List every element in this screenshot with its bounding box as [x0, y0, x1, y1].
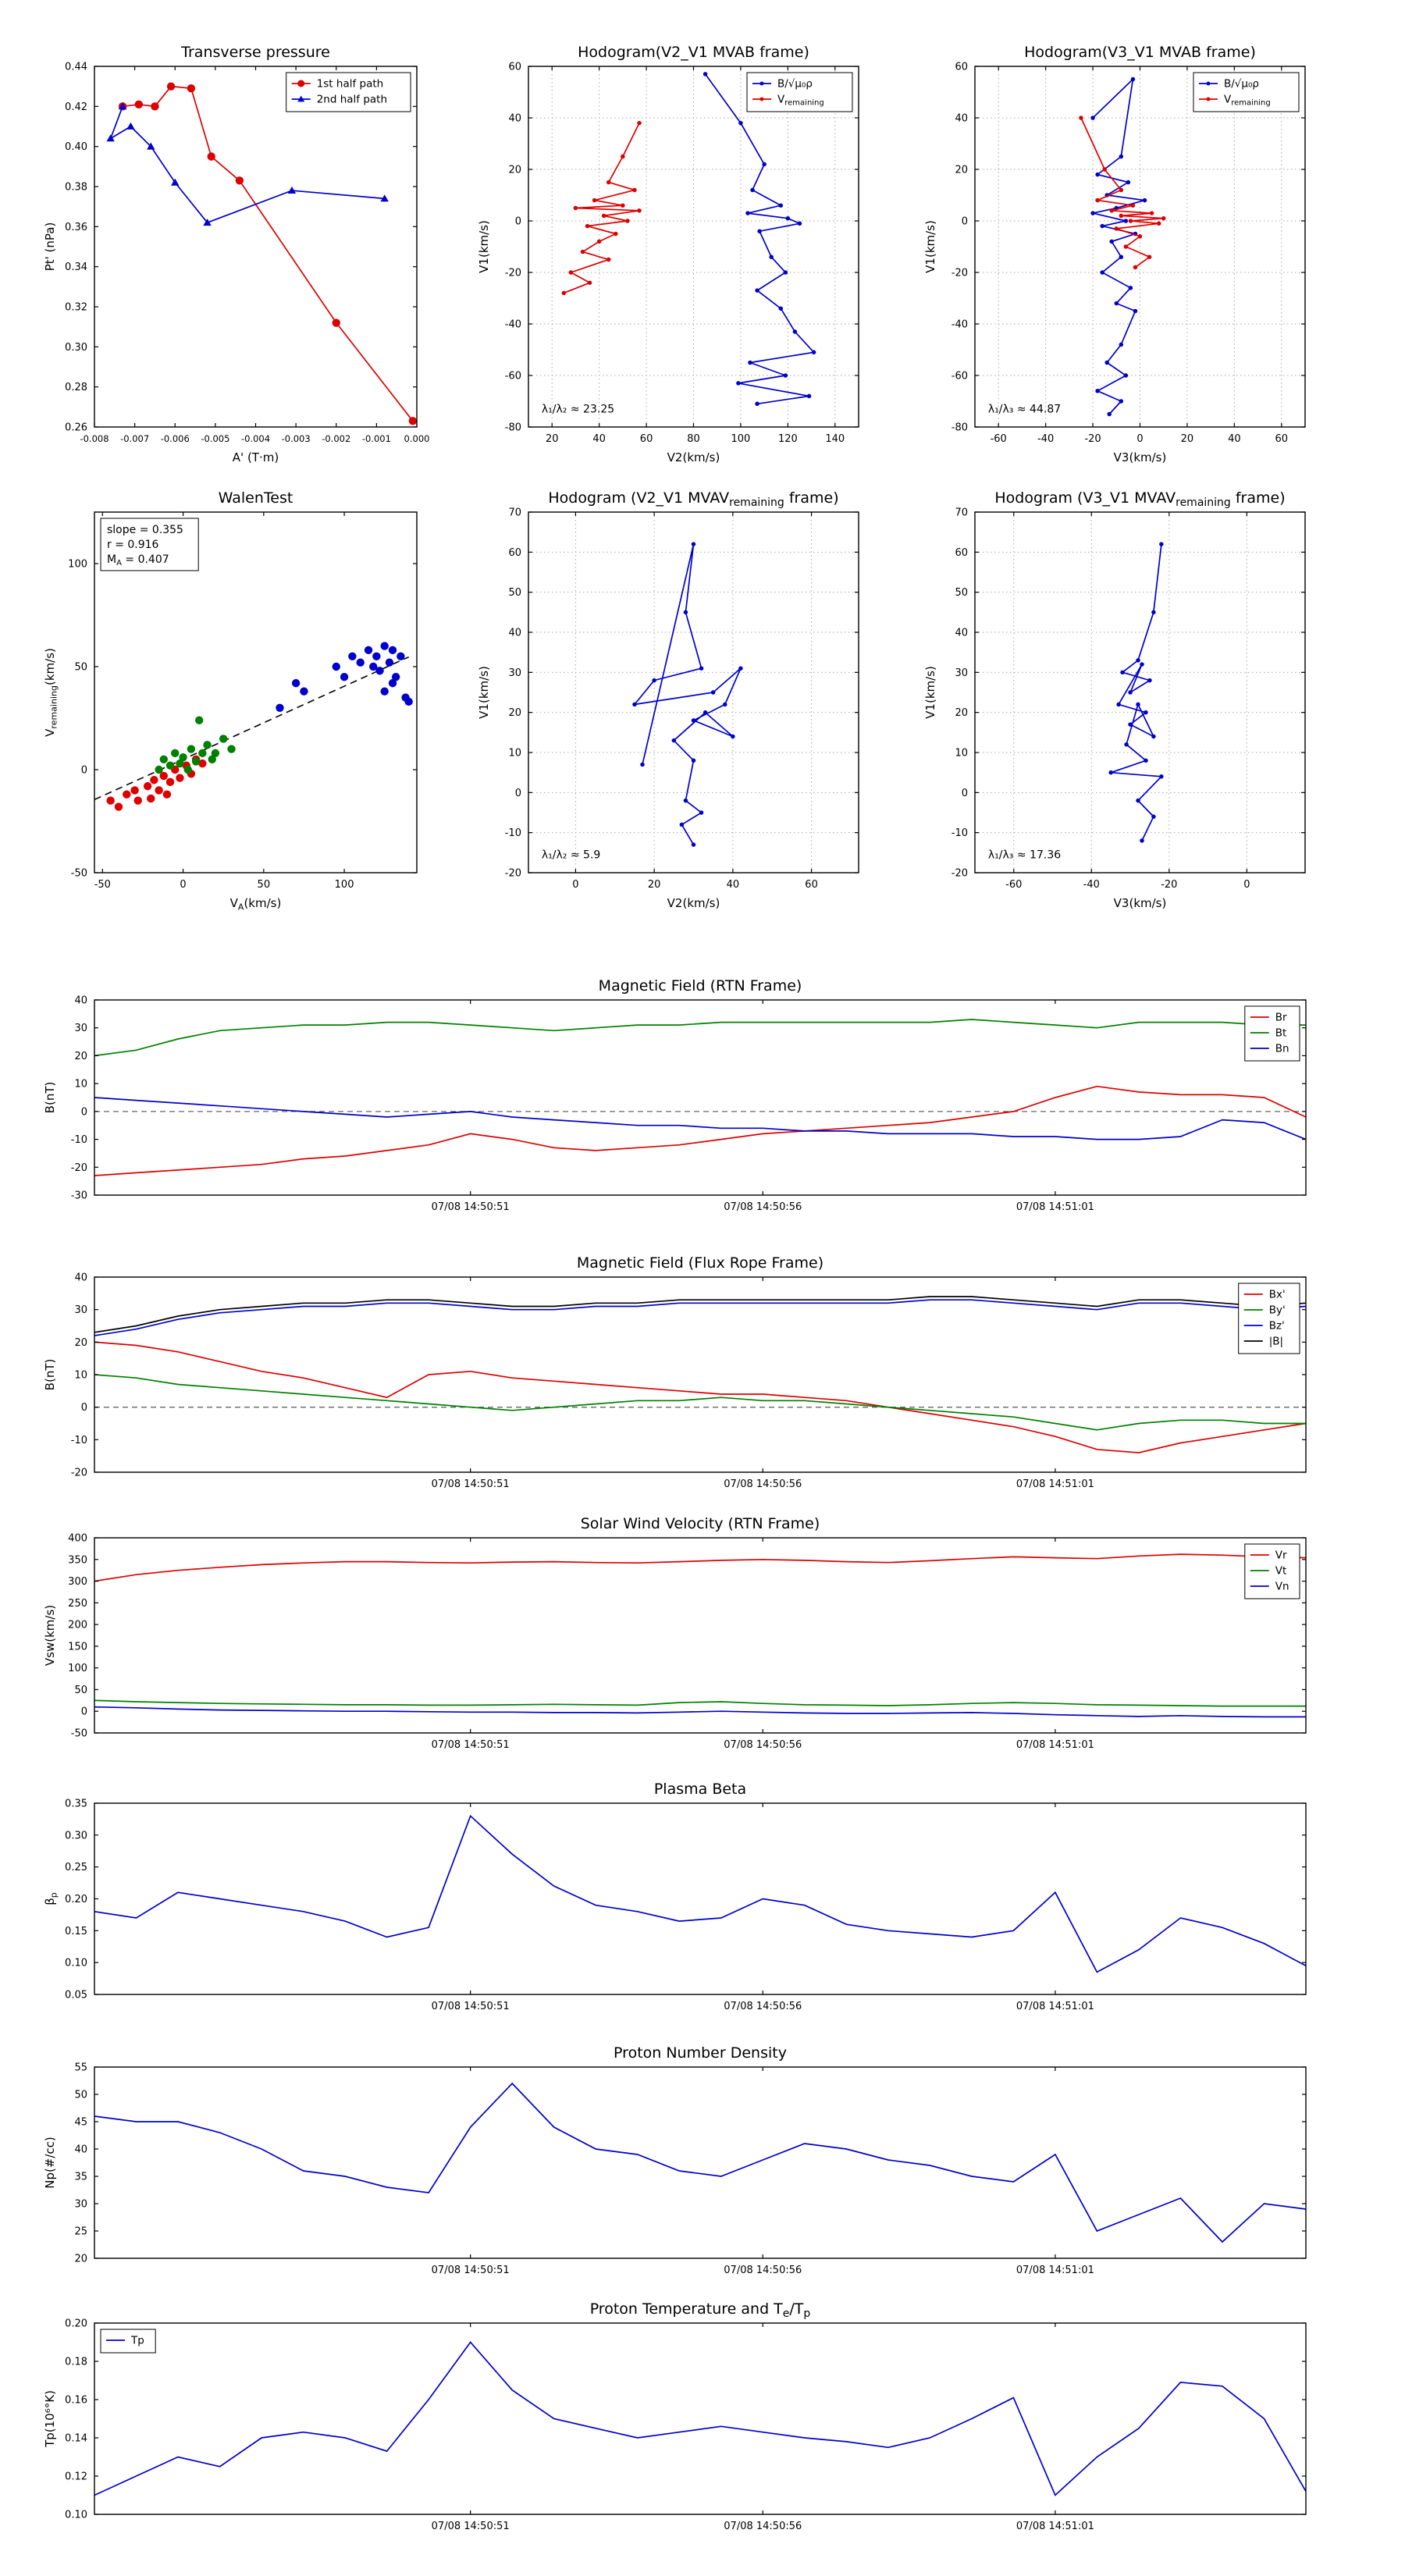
svg-text:V1(km/s): V1(km/s) [923, 220, 937, 273]
svg-text:0.16: 0.16 [65, 2394, 87, 2407]
svg-text:Bn: Bn [1275, 1042, 1289, 1055]
svg-text:Vr: Vr [1275, 1549, 1287, 1562]
svg-text:V2(km/s): V2(km/s) [667, 896, 720, 910]
svg-text:Vn: Vn [1275, 1580, 1289, 1593]
svg-text:Tp: Tp [131, 2334, 144, 2347]
svg-text:0.42: 0.42 [65, 101, 87, 113]
svg-text:30: 30 [74, 2198, 87, 2211]
svg-text:07/08 14:50:56: 07/08 14:50:56 [724, 2521, 802, 2532]
svg-text:0: 0 [514, 787, 521, 799]
svg-text:35: 35 [74, 2171, 87, 2183]
svg-text:-50: -50 [70, 867, 87, 880]
svg-text:|B|: |B| [1268, 1335, 1284, 1348]
svg-text:0.26: 0.26 [65, 422, 87, 434]
svg-text:-60: -60 [951, 370, 968, 382]
svg-text:Plasma Beta: Plasma Beta [653, 1781, 747, 1798]
svg-text:300: 300 [68, 1576, 87, 1589]
svg-text:07/08 14:50:51: 07/08 14:50:51 [431, 2521, 510, 2532]
svg-text:40: 40 [955, 112, 968, 125]
svg-text:VA(km/s): $V_A(km/s)$ [229, 896, 282, 913]
svg-text:0.12: 0.12 [65, 2471, 87, 2483]
svg-text:07/08 14:51:01: 07/08 14:51:01 [1016, 2521, 1094, 2532]
svg-text:-20: -20 [1161, 879, 1178, 891]
svg-text:350: 350 [68, 1554, 87, 1567]
svg-text:60: 60 [1275, 433, 1289, 445]
svg-text:80: 80 [687, 433, 700, 445]
svg-text:100: 100 [334, 879, 354, 891]
svg-text:0.20: 0.20 [65, 1894, 87, 1905]
svg-text:07/08 14:51:01: 07/08 14:51:01 [1016, 2001, 1094, 2012]
svg-text:40: 40 [726, 879, 740, 891]
svg-text:20: 20 [955, 164, 968, 176]
svg-text:λ₁/λ₃ ≈ 17.36: λ₁/λ₃ ≈ 17.36 [987, 849, 1062, 862]
svg-text:-60: -60 [990, 433, 1007, 445]
svg-text:0.32: 0.32 [65, 301, 87, 314]
svg-text:By': By' [1268, 1304, 1286, 1317]
svg-text:Np(#/cc): Np(#/cc) [43, 2137, 57, 2189]
svg-text:40: 40 [592, 433, 606, 445]
svg-text:0.35: 0.35 [65, 1798, 87, 1810]
svg-text:07/08 14:50:56: 07/08 14:50:56 [724, 1478, 802, 1490]
svg-text:-80: -80 [951, 422, 968, 434]
svg-text:0: 0 [1243, 879, 1250, 891]
svg-text:Solar Wind Velocity (RTN Frame: Solar Wind Velocity (RTN Frame) [580, 1515, 820, 1532]
svg-text:07/08 14:50:51: 07/08 14:50:51 [431, 1201, 510, 1213]
svg-text:0.30: 0.30 [65, 1830, 87, 1842]
svg-text:0.44: 0.44 [65, 61, 87, 73]
svg-text:0.30: 0.30 [65, 341, 87, 354]
svg-text:V2(km/s): V2(km/s) [667, 450, 720, 464]
chart-solar-wind-velocity [43, 1515, 1306, 1751]
svg-text:20: 20 [647, 879, 661, 891]
svg-text:-10: -10 [504, 827, 521, 840]
svg-text:40: 40 [508, 112, 521, 125]
svg-text:20: 20 [74, 2253, 87, 2265]
svg-text:25: 25 [74, 2226, 87, 2238]
svg-text:50: 50 [257, 879, 271, 891]
svg-text:0.10: 0.10 [65, 1957, 87, 1969]
svg-text:50: 50 [74, 661, 87, 674]
svg-text:-50: -50 [94, 879, 111, 891]
svg-text:40: 40 [74, 2144, 87, 2156]
svg-text:Vremaining(km/s): $V_{remaining}(km/s)$ [43, 648, 59, 737]
svg-text:V1(km/s): V1(km/s) [477, 220, 491, 273]
svg-text:-40: -40 [951, 318, 968, 331]
svg-text:100: 100 [68, 558, 87, 571]
svg-text:70: 70 [508, 507, 521, 519]
svg-text:Vsw(km/s): Vsw(km/s) [43, 1604, 57, 1667]
svg-text:07/08 14:51:01: 07/08 14:51:01 [1016, 1201, 1094, 1213]
svg-text:0.34: 0.34 [65, 262, 87, 274]
svg-text:07/08 14:51:01: 07/08 14:51:01 [1016, 1739, 1094, 1751]
svg-text:Br: Br [1275, 1011, 1287, 1024]
svg-text:0.20: 0.20 [65, 2318, 87, 2330]
svg-text:20: 20 [74, 1336, 87, 1349]
svg-text:-0.006: -0.006 [160, 433, 190, 444]
svg-text:07/08 14:50:56: 07/08 14:50:56 [724, 2001, 802, 2012]
svg-text:100: 100 [68, 1663, 87, 1675]
svg-text:Proton Number Density: Proton Number Density [614, 2044, 787, 2062]
svg-text:r = 0.916: r = 0.916 [107, 539, 159, 551]
svg-text:-20: -20 [951, 867, 968, 880]
svg-text:0.36: 0.36 [65, 221, 87, 233]
svg-text:Magnetic Field (Flux Rope Fram: Magnetic Field (Flux Rope Frame) [576, 1254, 824, 1272]
svg-text:40: 40 [955, 627, 968, 639]
svg-text:-50: -50 [70, 1727, 87, 1740]
svg-text:30: 30 [508, 667, 521, 679]
svg-text:55: 55 [74, 2062, 87, 2074]
svg-text:-0.003: -0.003 [281, 433, 311, 444]
svg-text:-10: -10 [951, 827, 968, 840]
svg-text:A' (T·m): A' (T·m) [232, 450, 279, 464]
svg-text:150: 150 [68, 1641, 87, 1653]
svg-text:07/08 14:50:56: 07/08 14:50:56 [724, 1201, 802, 1213]
svg-text:0: 0 [80, 1106, 87, 1119]
svg-text:07/08 14:51:01: 07/08 14:51:01 [1016, 2265, 1094, 2276]
svg-text:2nd half path: 2nd half path [316, 93, 388, 106]
svg-text:20: 20 [74, 1050, 87, 1062]
svg-text:0.38: 0.38 [65, 181, 87, 194]
svg-text:-30: -30 [70, 1190, 87, 1202]
svg-text:V1(km/s): V1(km/s) [923, 666, 937, 719]
svg-text:-20: -20 [504, 867, 521, 880]
svg-text:-0.004: -0.004 [240, 433, 271, 444]
svg-text:Vremaining: $V_{remaining}$ [777, 93, 824, 108]
svg-text:07/08 14:50:56: 07/08 14:50:56 [724, 2265, 802, 2276]
chart-hodogram-v3v1-mvab [923, 44, 1305, 464]
svg-text:-60: -60 [504, 370, 521, 382]
svg-text:60: 60 [955, 546, 968, 559]
svg-text:20: 20 [1180, 433, 1194, 445]
chart-plasma-beta [43, 1781, 1306, 2012]
svg-text:Bz': Bz' [1268, 1319, 1285, 1332]
svg-text:-0.005: -0.005 [201, 433, 230, 444]
svg-text:-0.008: -0.008 [80, 433, 109, 444]
svg-text:10: 10 [74, 1369, 87, 1382]
svg-text:0: 0 [80, 1706, 87, 1718]
svg-text:-0.002: -0.002 [322, 433, 351, 444]
svg-text:60: 60 [805, 879, 818, 891]
svg-text:Hodogram(V2_V1 MVAB frame): Hodogram(V2_V1 MVAB frame) [578, 44, 809, 61]
svg-text:λ₁/λ₃ ≈ 44.87: λ₁/λ₃ ≈ 44.87 [987, 403, 1062, 416]
svg-text:Bx': Bx' [1268, 1288, 1286, 1301]
svg-text:200: 200 [68, 1619, 87, 1631]
svg-text:B/√μ₀ρ: B/√μ₀ρ [777, 77, 813, 91]
svg-text:MA = 0.407: $M_A = 0.407$ [107, 553, 169, 568]
svg-text:0.000: 0.000 [404, 433, 430, 444]
chart-hodogram-v2v1-mvav [477, 489, 859, 910]
svg-text:70: 70 [955, 507, 968, 519]
svg-text:30: 30 [955, 667, 968, 679]
svg-text:Hodogram(V3_V1 MVAB frame): Hodogram(V3_V1 MVAB frame) [1024, 44, 1256, 61]
svg-text:-40: -40 [504, 318, 521, 331]
svg-text:10: 10 [74, 1078, 87, 1091]
svg-text:250: 250 [68, 1597, 87, 1610]
svg-text:-20: -20 [1084, 433, 1101, 445]
svg-text:50: 50 [74, 2089, 87, 2101]
svg-text:40: 40 [508, 627, 521, 639]
svg-text:WalenTest: WalenTest [218, 489, 293, 507]
svg-text:10: 10 [955, 747, 968, 760]
svg-text:-40: -40 [1083, 879, 1100, 891]
svg-text:60: 60 [955, 61, 968, 73]
svg-text:30: 30 [74, 1023, 87, 1035]
svg-text:-10: -10 [70, 1434, 87, 1446]
chart-magnetic-field-rtn [43, 977, 1306, 1213]
chart-hodogram-v3v1-mvav [923, 489, 1305, 910]
svg-text:07/08 14:50:51: 07/08 14:50:51 [431, 1478, 510, 1490]
svg-text:Hodogram (V2_V1 MVAVremaining: Hodogram (V2_V1 $MVAV_{remaining}$ frame) [548, 489, 839, 510]
svg-text:07/08 14:50:51: 07/08 14:50:51 [431, 2001, 510, 2012]
svg-text:0: 0 [180, 879, 187, 891]
svg-text:20: 20 [545, 433, 559, 445]
svg-text:V3(km/s): V3(km/s) [1113, 450, 1167, 464]
svg-text:0: 0 [572, 879, 579, 891]
svg-text:V1(km/s): V1(km/s) [477, 666, 491, 719]
svg-text:B(nT): B(nT) [43, 1081, 57, 1114]
chart-magnetic-field-flux-rope [43, 1254, 1306, 1490]
svg-text:20: 20 [955, 707, 968, 720]
svg-text:-0.001: -0.001 [361, 433, 391, 444]
svg-text:Hodogram (V3_V1 MVAVremaining: Hodogram (V3_V1 $MVAV_{remaining}$ frame) [994, 489, 1286, 510]
svg-text:-20: -20 [951, 267, 968, 279]
svg-text:-60: -60 [1005, 879, 1023, 891]
chart-transverse-pressure [43, 44, 430, 464]
svg-text:40: 40 [74, 1272, 87, 1284]
svg-text:100: 100 [731, 433, 751, 445]
svg-text:0.14: 0.14 [65, 2432, 87, 2445]
svg-text:λ₁/λ₂ ≈ 5.9: λ₁/λ₂ ≈ 5.9 [541, 849, 601, 862]
svg-text:10: 10 [508, 747, 521, 760]
svg-text:B(nT): B(nT) [43, 1358, 57, 1391]
chart-proton-number-density [43, 2044, 1306, 2276]
chart-hodogram-v2v1-mvab [477, 44, 859, 464]
svg-text:B/√μ₀ρ: B/√μ₀ρ [1224, 77, 1259, 91]
svg-text:-80: -80 [504, 422, 521, 434]
svg-text:-20: -20 [70, 1162, 87, 1174]
svg-text:βp: $\beta_p$ [43, 1892, 59, 1905]
svg-text:50: 50 [508, 587, 521, 600]
svg-text:07/08 14:50:51: 07/08 14:50:51 [431, 2265, 510, 2276]
svg-text:0.28: 0.28 [65, 382, 87, 394]
svg-text:45: 45 [74, 2116, 87, 2129]
svg-text:0.05: 0.05 [65, 1989, 87, 2001]
svg-text:50: 50 [955, 587, 968, 600]
svg-text:slope = 0.355: slope = 0.355 [107, 524, 183, 536]
svg-text:Proton Temperature and Te/Tp: Proton Temperature and $T_e/T_p$ [589, 2300, 811, 2321]
svg-text:07/08 14:51:01: 07/08 14:51:01 [1016, 1478, 1094, 1490]
svg-text:λ₁/λ₂ ≈ 23.25: λ₁/λ₂ ≈ 23.25 [541, 403, 615, 416]
svg-text:-0.007: -0.007 [120, 433, 150, 444]
svg-text:07/08 14:50:51: 07/08 14:50:51 [431, 1739, 510, 1751]
svg-text:-10: -10 [70, 1134, 87, 1147]
svg-text:Pt' (nPa): Pt' (nPa) [43, 222, 57, 272]
svg-text:30: 30 [74, 1304, 87, 1317]
svg-text:60: 60 [508, 546, 521, 559]
svg-text:0.18: 0.18 [65, 2356, 87, 2368]
svg-text:0.10: 0.10 [65, 2509, 87, 2521]
svg-text:-20: -20 [504, 267, 521, 279]
svg-text:0: 0 [961, 215, 968, 228]
chart-proton-temperature [43, 2300, 1306, 2532]
svg-text:Bt: Bt [1275, 1026, 1287, 1040]
svg-text:40: 40 [1228, 433, 1241, 445]
svg-text:0.15: 0.15 [65, 1925, 87, 1937]
svg-text:Tp(10⁶°K): Tp(10⁶°K) [43, 2390, 57, 2447]
svg-text:0.25: 0.25 [65, 1862, 87, 1874]
svg-text:0: 0 [1136, 433, 1144, 445]
svg-text:Transverse pressure: Transverse pressure [181, 44, 330, 61]
svg-text:V3(km/s): V3(km/s) [1113, 896, 1167, 910]
svg-text:0.40: 0.40 [65, 141, 87, 154]
svg-text:400: 400 [68, 1532, 87, 1545]
svg-text:50: 50 [74, 1684, 87, 1696]
svg-text:20: 20 [508, 164, 521, 176]
svg-text:0: 0 [80, 764, 87, 777]
svg-text:0: 0 [514, 215, 521, 228]
svg-text:20: 20 [508, 707, 521, 720]
svg-text:60: 60 [639, 433, 653, 445]
svg-text:07/08 14:50:56: 07/08 14:50:56 [724, 1739, 802, 1751]
svg-text:Magnetic Field (RTN Frame): Magnetic Field (RTN Frame) [598, 977, 802, 994]
svg-text:-40: -40 [1037, 433, 1055, 445]
svg-text:120: 120 [777, 433, 798, 445]
svg-text:60: 60 [508, 61, 521, 73]
svg-text:40: 40 [74, 994, 87, 1007]
svg-text:0: 0 [961, 787, 968, 799]
svg-text:Vremaining: $V_{remaining}$ [1224, 93, 1271, 108]
svg-text:Vt: Vt [1275, 1564, 1287, 1578]
svg-text:1st half path: 1st half path [316, 77, 384, 91]
chart-walen-test [43, 489, 417, 913]
svg-text:0: 0 [80, 1402, 87, 1414]
svg-text:-20: -20 [70, 1467, 87, 1479]
svg-text:140: 140 [825, 433, 845, 445]
